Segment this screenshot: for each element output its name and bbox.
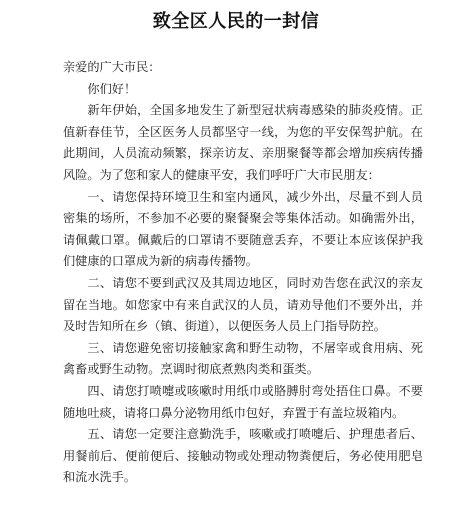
item-paragraph-4: 四、请您打喷嚏或咳嗽时用纸巾或胳膊肘弯处捂住口鼻。不要随地吐痰，请将口鼻分泌物用纸巾包好，弃置于有盖垃圾箱内。 (63, 383, 423, 420)
item-paragraph-3: 三、请您避免密切接触家禽和野生动物，不屠宰或食用病、死禽畜或野生动物。烹调时彻底煮熟肉类和蛋类。 (63, 340, 423, 377)
item-paragraph-5: 五、请您一定要注意勤洗手，咳嗽或打喷嚏后、护理患者后、用餐前后、便前便后、接触动物或处理动物粪便后，务必使用肥皂和流水洗手。 (63, 427, 423, 485)
item-paragraph-2: 二、请您不要到武汉及其周边地区，同时劝告您在武汉的亲友留在当地。如您家中有来自武汉的人员，请劝导他们不要外出，并及时告知所在乡（镇、街道），以便医务人员上门指导防控。 (63, 275, 423, 334)
letter-body (63, 57, 423, 489)
intro-paragraph: 新年伊始，全国多地发生了新型冠状病毒感染的肺炎疫情。正值新春佳节，全区医务人员都坚守一线，为您的平安保驾护航。在此期间，人员流动频繁，探亲访友、亲朋聚餐等都会增加疾病传播风险。为了您和家人的健康平安，我们呼吁广大市民朋友： (63, 103, 423, 182)
item-paragraph-1: 一、请您保持环境卫生和室内通风，减少外出，尽量不到人员密集的场所，不参加不必要的聚餐聚会等集体活动。如确需外出，请佩戴口罩。佩戴后的口罩请不要随意丢弃，不要让本应该保护我们健康的口罩成为新的病毒传播物。 (63, 189, 423, 269)
document-title: 致全区人民的一封信 (152, 11, 320, 32)
greeting: 你们好！ (87, 81, 137, 96)
salutation: 亲爱的广大市民： (63, 60, 161, 74)
